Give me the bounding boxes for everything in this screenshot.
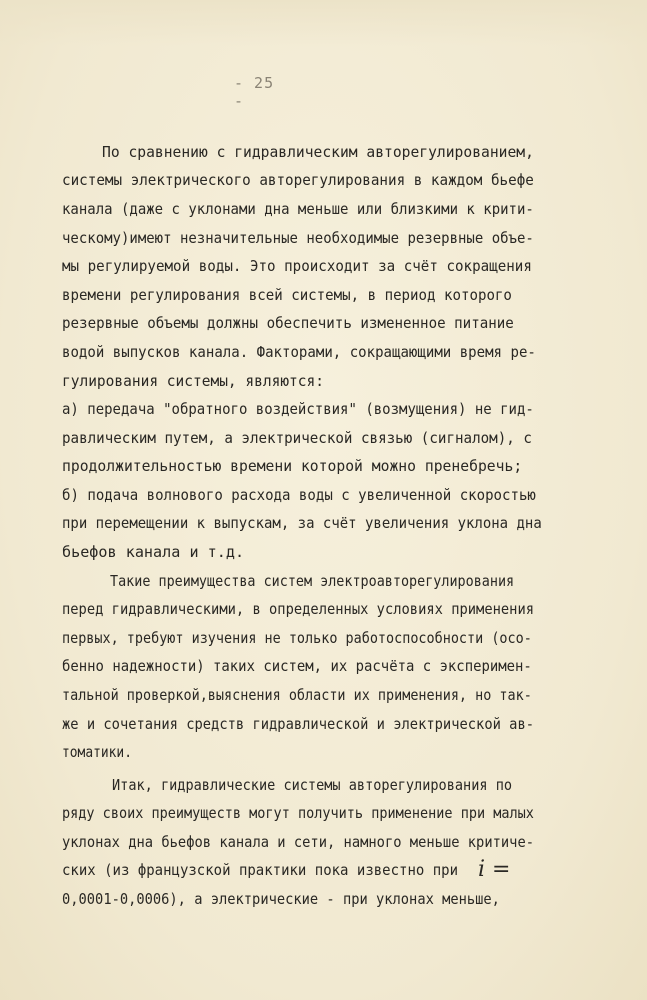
text-line: Такие преимущества систем электроавторегулирования xyxy=(110,572,515,590)
text-line: ряду своих преимуществ могут получить применение при малых xyxy=(62,804,534,822)
text-line: же и сочетания средств гидравлической и электрической ав- xyxy=(62,715,535,733)
text-line: По сравнению с гидравлическим авторегулированием, xyxy=(102,143,534,161)
text-line: мы регулируемой воды. Это происходит за счёт сокращения xyxy=(62,257,532,275)
text-line: при перемещении к выпускам, за счёт увеличения уклона дна xyxy=(62,514,542,532)
text-line: времени регулирования всей системы, в период которого xyxy=(62,286,512,304)
text-line: ских (из французской практики пока известно при xyxy=(62,861,459,879)
text-line: равлическим путем, а электрической связью (сигналом), с xyxy=(62,429,532,447)
text-line: уклонах дна бьефов канала и сети, намного меньше критиче- xyxy=(62,833,535,851)
text-line: 0,0001-0,0006), а электрические - при уклонах меньше, xyxy=(62,890,500,908)
text-line: ческому)имеют незначительные необходимые резервные объе- xyxy=(62,229,534,247)
text-line: томатики. xyxy=(62,743,132,761)
text-line: канала (даже с уклонами дна меньше или близкими к крити- xyxy=(62,200,534,218)
formula-symbol: i = xyxy=(478,857,511,882)
text-line: резервные объемы должны обеспечить измененное питание xyxy=(62,314,514,332)
page-number: - 25 - xyxy=(234,74,275,110)
text-line: б) подача волнового расхода воды с увеличенной скоростью xyxy=(62,486,536,504)
text-line: гулирования системы, являются: xyxy=(62,372,324,390)
text-line: тальной проверкой,выяснения области их применения, но так- xyxy=(62,686,532,704)
text-line: первых, требуют изучения не только работоспособности (осо- xyxy=(62,629,532,647)
text-line: продолжительностью времени которой можно пренебречь; xyxy=(62,457,523,475)
paper-top-edge xyxy=(0,0,647,46)
text-line: системы электрического авторегулирования в каждом бьефе xyxy=(62,171,534,189)
text-line: бенно надежности) таких систем, их расчёта с эксперимен- xyxy=(62,657,532,675)
text-line: водой выпусков канала. Факторами, сокращающими время ре- xyxy=(62,343,536,361)
text-line: а) передача "обратного воздействия" (возмущения) не гид- xyxy=(62,400,534,418)
text-line: Итак, гидравлические системы авторегулирования по xyxy=(112,776,513,794)
text-line: перед гидравлическими, в определенных условиях применения xyxy=(62,600,535,618)
text-line: бьефов канала и т.д. xyxy=(62,543,245,561)
